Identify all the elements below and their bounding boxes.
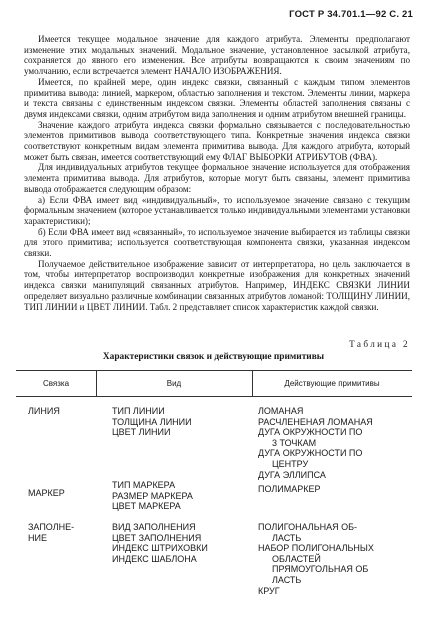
cell-line: ВИД ЗАПОЛНЕНИЯ bbox=[112, 522, 196, 532]
table-title: Характеристики связок и действующие примитивы bbox=[102, 352, 325, 362]
paragraph: а) Если ФВА имеет вид «индивидуальный», то используемое значение связано с текущим формальным значением (которое устанавливается только индивидуальными элементами установки характеристики); bbox=[24, 194, 410, 226]
table-cell-kind bbox=[112, 522, 208, 564]
cell-line: ТИП МАРКЕРА bbox=[112, 480, 176, 490]
cell-line: ПОЛИГОНАЛЬНАЯ ОБ- bbox=[258, 522, 358, 532]
table-cell-primitives bbox=[258, 522, 374, 596]
cell-line: ЦВЕТ ЗАПОЛНЕНИЯ bbox=[112, 532, 202, 543]
cell-line: ЛАСТЬ bbox=[272, 532, 302, 543]
cell-line: ЛАСТЬ bbox=[272, 574, 302, 585]
paragraph: б) Если ФВА имеет вид «связанный», то используемое значение выбирается из таблицы связки для этого примитива; используется соответствующая компонента связки, указанная индексом связки. bbox=[24, 226, 410, 259]
table-cell-bundle bbox=[28, 522, 74, 543]
cell-line: ТИП ЛИНИИ bbox=[112, 406, 165, 416]
cell-line: ОБЛАСТЕЙ bbox=[272, 553, 321, 564]
cell-line: КРУГ bbox=[258, 585, 280, 596]
cell-line: РАСЧЛЕНЕНАЯ ЛОМАНАЯ bbox=[258, 416, 373, 427]
column-header-bundle: Связка bbox=[42, 379, 70, 388]
cell-line: ИНДЕКС ШТРИХОВКИ bbox=[112, 543, 208, 554]
cell-line: ЦВЕТ МАРКЕРА bbox=[112, 501, 181, 512]
paragraph: Значение каждого атрибута индекса связки формально связывается с последовательностью элементов примитивов вывода соответствующего типа. Конкретные значения индекса связки соответствуют конкретным видам элемента примитива вывода. Для каждого атрибута, который может быть связан, имеется соответствующий ему ФЛАГ ВЫБОРКИ АТРИБУТОВ (ФВА). bbox=[24, 119, 410, 162]
page-header: ГОСТ Р 34.701.1—92 С. 21 bbox=[289, 9, 413, 20]
cell-line: ДУГА ЭЛЛИПСА bbox=[258, 469, 326, 480]
paragraph: Имеется, по крайней мере, один индекс связки, связанный с каждым типом элементов примитива вывода: линией, маркером, областью заполнения и текстом. Элементы линии, маркера и текста связаны с единственным индексом связки. Элементы областей заполнения связаны с двумя индексами связки, одним атрибутом вида заполнения и одним атрибутом внешней границы. bbox=[24, 76, 410, 119]
table-top-rule bbox=[16, 370, 412, 371]
table-cell-primitives bbox=[258, 406, 373, 480]
cell-line: ЗАПОЛНЕ- bbox=[28, 522, 75, 532]
cell-line: ПРЯМОУГОЛЬНАЯ ОБ bbox=[272, 564, 369, 575]
table-cell-primitives bbox=[258, 484, 321, 495]
table-cell-kind bbox=[112, 480, 193, 512]
cell-line: НАБОР ПОЛИГОНАЛЬНЫХ bbox=[258, 543, 374, 554]
cell-line: ТОЛЩИНА ЛИНИИ bbox=[112, 416, 192, 427]
cell-line: ЛИНИЯ bbox=[28, 406, 60, 416]
body-text bbox=[24, 34, 410, 312]
table-label: Таблица 2 bbox=[349, 339, 410, 349]
cell-line: ЦЕНТРУ bbox=[272, 458, 309, 469]
table-header-rule bbox=[16, 396, 412, 397]
paragraph: Получаемое действительное изображение зависит от интерпретатора, но цель заключается в том, чтобы интерпретатор воспроизводил конкретные изображения для конкретных значений индекса связки манипуляций связанных атрибутов. Например, ИНДЕКС СВЯЗКИ ЛИНИИ определяет визуально различные комбинации связанных атрибутов ломаной: ТОЛЩИНУ ЛИНИИ, ТИП ЛИНИИ и ЦВЕТ ЛИНИИ. Табл. 2 представляет список характеристик каждой связки. bbox=[24, 258, 410, 312]
table-cell-kind bbox=[112, 406, 192, 438]
paragraph: Для индивидуальных атрибутов текущее формальное значение используется для отображения элемента примитива вывода. Для атрибутов, которые могут быть связаны, элемент примитива вывода отображается следующим образом: bbox=[24, 162, 410, 194]
cell-line: ПОЛИМАРКЕР bbox=[258, 484, 321, 494]
cell-line: РАЗМЕР МАРКЕРА bbox=[112, 490, 193, 501]
cell-line: НИЕ bbox=[28, 532, 47, 543]
paragraph: Имеется текущее модальное значение для каждого атрибута. Элементы предполагают изменение этих модальных значений. Модальное значение, установленное засылкой атрибута, сохраняется до явного его изменения. Все атрибуты возвращаются к своим значениям по умолчанию, если встречается элемент НАЧАЛО ИЗОБРАЖЕНИЯ. bbox=[24, 34, 410, 77]
cell-line: МАРКЕР bbox=[28, 488, 65, 498]
cell-line: ДУГА ОКРУЖНОСТИ ПО bbox=[258, 427, 363, 438]
cell-line: ЦВЕТ ЛИНИИ bbox=[112, 427, 171, 438]
table-cell-bundle bbox=[28, 488, 65, 499]
column-header-primitives: Действующие примитивы bbox=[284, 379, 380, 388]
table-cell-bundle bbox=[28, 406, 60, 417]
column-header-kind: Вид bbox=[166, 379, 182, 388]
cell-line: ЛОМАНАЯ bbox=[258, 406, 304, 416]
cell-line: 3 ТОЧКАМ bbox=[272, 437, 317, 448]
cell-line: ИНДЕКС ШАБЛОНА bbox=[112, 553, 197, 564]
cell-line: ДУГА ОКРУЖНОСТИ ПО bbox=[258, 448, 363, 459]
